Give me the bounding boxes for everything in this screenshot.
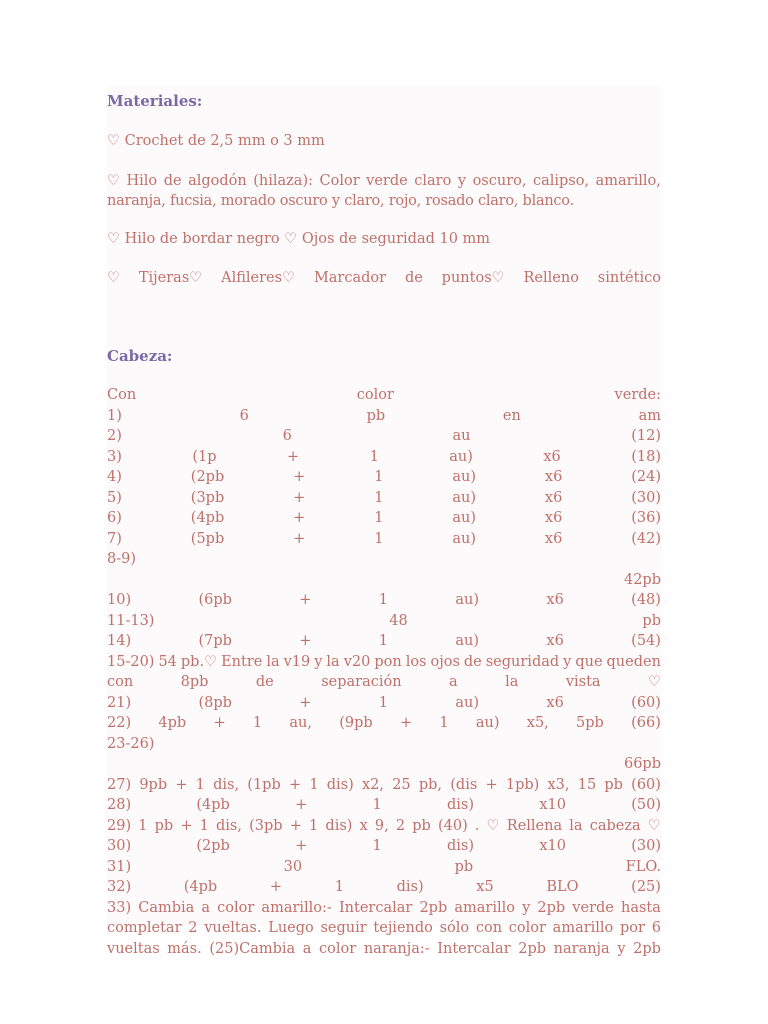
row-token: x6 [546, 633, 564, 649]
row-token: la [505, 674, 519, 690]
row-token: (7pb [198, 633, 232, 649]
row-token: verde [572, 899, 614, 916]
row-token: (3pb [190, 489, 225, 506]
row-token: y [617, 940, 626, 957]
word: claro [414, 173, 452, 189]
word: puntos♡ [441, 270, 505, 286]
word: algodón [188, 173, 247, 189]
row-token: 3) [107, 448, 122, 465]
word: amarillo, [595, 173, 661, 189]
row-token: x6 [544, 530, 563, 547]
materials-line-5 [107, 268, 661, 288]
pattern-row [107, 898, 661, 918]
row-token: 1 [378, 592, 389, 608]
row-token: x6 [546, 592, 564, 608]
row-token: Cambia [138, 899, 195, 916]
row-token: au [452, 428, 471, 444]
word: morado [220, 193, 276, 209]
row-token: 5) [107, 489, 122, 506]
row-token: 1 [374, 489, 384, 506]
word: naranja, [107, 193, 166, 209]
row-token: 4) [107, 469, 122, 485]
materials-line-1 [107, 131, 661, 151]
row-token: 66pb [623, 756, 661, 772]
row-token: cabeza [589, 817, 641, 834]
row-token: (50) [631, 797, 661, 813]
pattern-row [107, 734, 661, 754]
row-token: ojos [430, 653, 460, 670]
row-token: ♡ [647, 817, 661, 834]
row-token: y [522, 899, 531, 916]
word: rojo, [388, 193, 421, 209]
row-token: 31) [107, 858, 132, 875]
row-token: (66) [631, 715, 661, 731]
row-token: la [569, 817, 583, 834]
row-token: (1pb [247, 776, 281, 793]
word: Tijeras♡ [138, 270, 203, 286]
row-token: 6) [107, 510, 122, 526]
row-token: x5 [476, 879, 494, 895]
row-token: dis) [447, 797, 475, 813]
row-token: 8-9) [107, 551, 137, 567]
row-token: + [289, 817, 302, 834]
word: fucsia, [170, 193, 217, 209]
row-token: 1 [374, 530, 384, 547]
row-token: 1 [439, 715, 449, 731]
row-token: 21) [107, 694, 132, 711]
row-token: más. [167, 940, 202, 957]
materials-heading: Materiales: [107, 92, 203, 110]
row-token: x6 [543, 448, 561, 465]
row-token: Intercalar [338, 899, 413, 916]
pattern-row [107, 529, 661, 549]
row-token: 2 [188, 920, 198, 936]
row-token: dis) [326, 776, 354, 793]
row-token: naranja:- [363, 940, 430, 957]
row-token: a [201, 899, 211, 916]
row-token: (25) [631, 879, 661, 895]
materials-line-3 [107, 191, 661, 211]
row-token: vista [565, 674, 601, 690]
row-token: 25 [392, 776, 411, 793]
row-token: x [359, 817, 368, 834]
row-token: + [286, 448, 300, 465]
row-token: dis) [325, 817, 353, 834]
head-heading: Cabeza: [107, 347, 173, 365]
row-token: + [288, 776, 302, 793]
row-token: 14) [107, 633, 132, 649]
pattern-row [107, 549, 661, 569]
materials-text: ♡ Hilo de bordar negro ♡ Ojos de seguridad 10 mm [107, 231, 491, 247]
word: sintético [597, 270, 661, 286]
row-token: los [405, 653, 427, 670]
row-token: (54) [631, 633, 661, 649]
materials-text: ♡ Crochet de 2,5 mm o 3 mm [107, 133, 325, 149]
row-token: 1 [369, 448, 379, 465]
row-token: Entre [221, 653, 263, 670]
word: Hilo [126, 173, 158, 189]
row-token: a [302, 940, 312, 957]
row-token: 1 [374, 510, 384, 526]
row-token: 15 [577, 776, 597, 793]
pattern-row [107, 713, 661, 733]
row-token: x3, [547, 776, 570, 793]
row-token: amarillo:- [261, 899, 332, 916]
row-token: + [299, 694, 312, 711]
pattern-row [107, 652, 661, 672]
row-token: x2, [361, 776, 384, 793]
row-token: (2pb [190, 469, 225, 485]
row-token: 28) [107, 797, 132, 813]
row-token: 2 [395, 817, 406, 834]
row-token: + [295, 838, 308, 854]
word: calipso, [532, 173, 590, 189]
word: y [331, 193, 340, 209]
row-token: au) [452, 489, 476, 506]
row-token: 15-20) [107, 653, 155, 670]
row-token: x10 [539, 838, 566, 854]
pattern-row [107, 795, 661, 815]
row-token: 2) [107, 428, 122, 444]
row-token: au) [475, 715, 500, 731]
row-token: (3pb [249, 817, 283, 834]
row-token: ♡ [486, 817, 500, 834]
row-token: y [314, 653, 323, 670]
pattern-row [107, 877, 661, 897]
word: y [457, 173, 467, 189]
word: oscuro [279, 193, 328, 209]
row-token: y [563, 653, 572, 670]
row-token: am [638, 407, 661, 424]
pattern-row [107, 939, 661, 959]
row-token: (48) [631, 592, 661, 608]
row-token: (18) [631, 448, 661, 465]
row-token: (36) [631, 510, 661, 526]
row-token: au) [452, 469, 476, 485]
row-token: au) [455, 694, 480, 711]
row-token: v20 [343, 653, 371, 670]
row-token: dis) [447, 838, 475, 854]
row-token: x6 [546, 694, 564, 711]
row-token: 2pb [537, 899, 566, 916]
row-token: x6 [544, 469, 563, 485]
row-token: (dis [450, 776, 478, 793]
row-token: 11-13) [107, 612, 155, 629]
row-token: + [293, 510, 306, 526]
row-token: Luego [268, 920, 314, 936]
row-token: (60) [631, 694, 661, 711]
row-token: 33) [107, 899, 132, 916]
row-token: 22) [107, 715, 132, 731]
materials-line-2 [107, 171, 661, 191]
row-token: completar [107, 920, 182, 936]
word: rosado [425, 193, 474, 209]
row-token: 8pb [180, 674, 209, 690]
row-token: vueltas. [204, 920, 262, 936]
row-token: 1 [378, 694, 389, 711]
word: Relleno [523, 270, 579, 286]
pattern-row [107, 426, 661, 446]
pattern-row [107, 488, 661, 508]
row-token: (24) [631, 469, 661, 485]
row-token: de [463, 653, 482, 670]
row-token: dis) [396, 879, 424, 895]
row-token: (30) [631, 489, 661, 506]
row-token: pb [642, 612, 661, 629]
row-token: color [319, 940, 357, 957]
row-token: Intercalar [437, 940, 511, 957]
row-token: au) [449, 448, 473, 465]
row-token: 1 [195, 776, 205, 793]
row-token: 1 [374, 469, 384, 485]
row-token: + [293, 489, 306, 506]
pattern-row [107, 775, 661, 795]
row-token: 4pb [158, 715, 187, 731]
row-token: la [266, 653, 280, 670]
pattern-row [107, 508, 661, 528]
row-token: 30) [107, 838, 132, 854]
row-token: pb, [418, 776, 443, 793]
word: ♡ [107, 270, 120, 286]
row-token: 9pb [139, 776, 168, 793]
row-token: (8pb [198, 694, 232, 711]
row-token: au) [452, 510, 476, 526]
row-token: (25)Cambia [209, 940, 296, 957]
row-token: (30) [631, 838, 661, 854]
row-token: 9, [374, 817, 389, 834]
row-token: (4pb [183, 879, 218, 895]
row-token: a [448, 674, 458, 690]
row-token: 1 [372, 838, 382, 854]
word: verde [366, 173, 408, 189]
word: Marcador [313, 270, 387, 286]
word: blanco. [522, 193, 574, 209]
row-token: v19 [283, 653, 311, 670]
row-token: BLO [546, 879, 579, 895]
row-token: 7) [107, 530, 122, 547]
row-token: pb [154, 817, 174, 834]
row-token: 54 [158, 653, 177, 670]
row-token: x6 [544, 510, 563, 526]
row-token: + [295, 797, 308, 813]
row-token: la [326, 653, 340, 670]
row-token: FLO. [625, 858, 661, 875]
row-token: x5, [526, 715, 549, 731]
word: Color [319, 173, 360, 189]
row-token: verde: [614, 387, 661, 403]
row-token: au) [452, 530, 476, 547]
row-token: 27) [107, 776, 132, 793]
row-token: + [293, 469, 306, 485]
row-token: 6 [651, 920, 661, 936]
pattern-row [107, 672, 661, 692]
pattern-row [107, 754, 661, 774]
row-token: + [299, 592, 312, 608]
row-token: au) [455, 633, 480, 649]
row-token: 1 [252, 715, 263, 731]
row-token: 30 [283, 858, 303, 875]
row-token: dis, [216, 817, 242, 834]
row-token: pb [604, 776, 623, 793]
row-token: (2pb [196, 838, 230, 854]
row-token: pb.♡ [180, 653, 218, 670]
row-token: 1 [138, 817, 148, 834]
row-token: tejiendo [373, 920, 433, 936]
row-token: 6 [239, 407, 249, 424]
row-token: 2pb [419, 899, 448, 916]
row-token: en [502, 407, 521, 424]
row-token: 2pb [518, 940, 547, 957]
pattern-row [107, 631, 661, 651]
word: claro, [344, 193, 385, 209]
row-token: 1 [309, 817, 319, 834]
row-token: 2pb [633, 940, 661, 957]
word: ♡ [107, 173, 120, 189]
row-token: (42) [631, 530, 661, 547]
row-token: Rellena [506, 817, 563, 834]
row-token: au) [455, 592, 480, 608]
row-token: 10) [107, 592, 132, 608]
row-token: + [485, 776, 498, 793]
row-token: por [620, 920, 645, 936]
pattern-row [107, 385, 661, 405]
row-token: 23-26) [107, 735, 155, 752]
row-token: amarillo [454, 899, 515, 916]
row-token: + [175, 776, 188, 793]
pattern-row [107, 816, 661, 836]
row-token: amarillo [552, 920, 614, 936]
row-token: separación [321, 674, 402, 690]
row-token: 1 [199, 817, 209, 834]
row-token: Con [107, 387, 137, 403]
pattern-row [107, 836, 661, 856]
pattern-row [107, 693, 661, 713]
pattern-row [107, 611, 661, 631]
row-token: (60) [631, 776, 661, 793]
row-token: color [508, 920, 546, 936]
row-token: (9pb [339, 715, 373, 731]
row-token: que [575, 653, 603, 670]
pattern-row [107, 918, 661, 938]
row-token: (12) [631, 428, 661, 444]
row-token: (5pb [190, 530, 225, 547]
row-token: (40) [437, 817, 468, 834]
row-token: pb [412, 817, 431, 834]
row-token: + [213, 715, 226, 731]
word: claro, [477, 193, 519, 209]
row-token: 1 [309, 776, 319, 793]
word: de [404, 270, 423, 286]
word: (hilaza): [253, 173, 313, 189]
row-token: 1pb) [505, 776, 540, 793]
pattern-row [107, 406, 661, 426]
row-token: + [399, 715, 413, 731]
row-token: + [293, 530, 306, 547]
row-token: . [474, 817, 480, 834]
row-token: (1p [192, 448, 217, 465]
row-token: seguridad [485, 653, 560, 670]
row-token: 48 [389, 612, 408, 629]
row-token: naranja [553, 940, 610, 957]
row-token: con [475, 920, 503, 936]
row-token: + [180, 817, 193, 834]
pattern-row [107, 447, 661, 467]
pattern-row [107, 467, 661, 487]
row-token: pb [454, 858, 474, 875]
row-token: ♡ [648, 674, 661, 690]
row-token: 42pb [623, 571, 661, 588]
row-token: 1) [107, 407, 122, 424]
row-token: 6 [282, 428, 292, 444]
word: Alfileres♡ [221, 270, 296, 286]
row-token: 29) [107, 817, 132, 834]
row-token: au, [289, 715, 312, 731]
row-token: 1 [378, 633, 389, 649]
row-token: hasta [620, 899, 661, 916]
row-token: + [299, 633, 312, 649]
row-token: pon [374, 653, 402, 670]
word: oscuro, [472, 173, 527, 189]
row-token: (4pb [196, 797, 230, 813]
row-token: vueltas [107, 940, 160, 957]
row-token: (4pb [190, 510, 225, 526]
row-token: 5pb [576, 715, 604, 731]
row-token: color [217, 899, 255, 916]
row-token: sólo [439, 920, 470, 936]
row-token: queden [606, 653, 661, 670]
row-token: x10 [539, 797, 566, 813]
pattern-row [107, 857, 661, 877]
row-token: dis, [213, 776, 240, 793]
word: de [163, 173, 182, 189]
row-token: 1 [334, 879, 344, 895]
row-token: 32) [107, 879, 132, 895]
pattern-row [107, 590, 661, 610]
row-token: con [107, 674, 134, 690]
row-token: seguir [320, 920, 367, 936]
row-token: (6pb [198, 592, 232, 608]
row-token: x6 [544, 489, 563, 506]
materials-line-4 [107, 229, 661, 249]
pattern-row [107, 570, 661, 590]
row-token: + [269, 879, 283, 895]
row-token: color [356, 387, 394, 403]
row-token: 1 [372, 797, 382, 813]
row-token: de [255, 674, 274, 690]
row-token: pb [366, 407, 386, 424]
